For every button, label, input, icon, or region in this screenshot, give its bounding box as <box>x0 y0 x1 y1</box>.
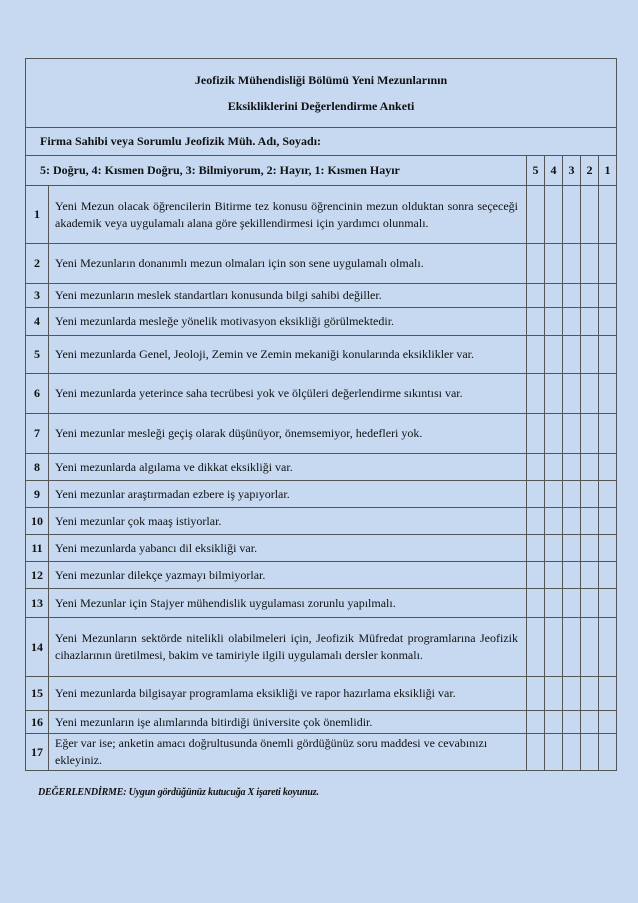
question-row <box>26 562 617 589</box>
question-row <box>26 481 617 508</box>
question-row <box>26 454 617 481</box>
question-row <box>26 244 617 284</box>
answer-box-2[interactable] <box>581 336 599 374</box>
question-number: 12 <box>26 562 49 589</box>
question-row <box>26 734 617 771</box>
score-header-1: 1 <box>599 156 617 186</box>
question-text: Yeni mezunların meslek standartları konusunda bilgi sahibi değiller. <box>49 284 527 308</box>
answer-box-4[interactable] <box>545 308 563 336</box>
question-row <box>26 336 617 374</box>
question-text: Yeni mezunlarda Genel, Jeoloji, Zemin ve Zemin mekaniği konularında eksiklikler var. <box>49 336 527 374</box>
answer-box-3[interactable] <box>563 562 581 589</box>
answer-box-2[interactable] <box>581 508 599 535</box>
answer-box-2[interactable] <box>581 308 599 336</box>
answer-box-4[interactable] <box>545 562 563 589</box>
question-number: 7 <box>26 414 49 454</box>
answer-box-3[interactable] <box>563 308 581 336</box>
question-text: Yeni Mezun olacak öğrencilerin Bitirme tez konusu öğrencinin mezun olduktan sonra seçeceği akademik veya uygulamalı alana göre şekillendirmesi için yardımcı olunmalı. <box>49 186 527 244</box>
question-row <box>26 374 617 414</box>
question-number: 11 <box>26 535 49 562</box>
question-row <box>26 508 617 535</box>
legend-row <box>26 156 617 186</box>
evaluation-note: DEĞERLENDİRME: Uygun gördüğünüz kutucuğa X işareti koyunuz. <box>38 787 319 798</box>
answer-box-4[interactable] <box>545 454 563 481</box>
answer-box-1[interactable] <box>599 454 617 481</box>
answer-box-1[interactable] <box>599 734 617 771</box>
question-number: 3 <box>26 284 49 308</box>
answer-box-5[interactable] <box>527 374 545 414</box>
question-text: Yeni mezunlarda algılama ve dikkat eksikliği var. <box>49 454 527 481</box>
answer-box-5[interactable] <box>527 481 545 508</box>
answer-box-4[interactable] <box>545 244 563 284</box>
answer-box-5[interactable] <box>527 336 545 374</box>
question-number: 6 <box>26 374 49 414</box>
answer-box-4[interactable] <box>545 414 563 454</box>
answer-box-2[interactable] <box>581 589 599 618</box>
title-row <box>26 59 617 128</box>
answer-box-3[interactable] <box>563 677 581 711</box>
score-header-2: 2 <box>581 156 599 186</box>
answer-box-2[interactable] <box>581 562 599 589</box>
score-header-4: 4 <box>545 156 563 186</box>
answer-box-2[interactable] <box>581 481 599 508</box>
answer-box-3[interactable] <box>563 186 581 244</box>
answer-box-2[interactable] <box>581 734 599 771</box>
answer-box-4[interactable] <box>545 481 563 508</box>
answer-box-1[interactable] <box>599 284 617 308</box>
answer-box-4[interactable] <box>545 711 563 734</box>
score-header-3: 3 <box>563 156 581 186</box>
answer-box-1[interactable] <box>599 677 617 711</box>
answer-box-1[interactable] <box>599 308 617 336</box>
question-row <box>26 186 617 244</box>
question-number: 14 <box>26 618 49 677</box>
answer-box-3[interactable] <box>563 336 581 374</box>
question-row <box>26 677 617 711</box>
answer-box-3[interactable] <box>563 454 581 481</box>
answer-box-4[interactable] <box>545 508 563 535</box>
answer-box-2[interactable] <box>581 618 599 677</box>
answer-box-2[interactable] <box>581 186 599 244</box>
answer-box-5[interactable] <box>527 589 545 618</box>
question-text: Eğer var ise; anketin amacı doğrultusunda önemli gördüğünüz soru maddesi ve cevabınızı ekleyiniz. <box>49 734 527 771</box>
question-number: 10 <box>26 508 49 535</box>
question-number: 5 <box>26 336 49 374</box>
answer-box-5[interactable] <box>527 562 545 589</box>
question-text: Yeni Mezunların sektörde nitelikli olabilmeleri için, Jeofizik Müfredat programlarına Jeofizik cihazlarının üretilmesi, bakim ve tamiriyle ilgili uygulamalı dersler konmalı. <box>49 618 527 677</box>
answer-box-2[interactable] <box>581 535 599 562</box>
answer-box-1[interactable] <box>599 711 617 734</box>
answer-box-1[interactable] <box>599 535 617 562</box>
answer-box-1[interactable] <box>599 618 617 677</box>
answer-box-3[interactable] <box>563 618 581 677</box>
answer-box-2[interactable] <box>581 284 599 308</box>
answer-box-2[interactable] <box>581 677 599 711</box>
answer-box-3[interactable] <box>563 535 581 562</box>
question-text: Yeni mezunlar araştırmadan ezbere iş yapıyorlar. <box>49 481 527 508</box>
question-text: Yeni mezunlarda yabancı dil eksikliği var. <box>49 535 527 562</box>
answer-box-3[interactable] <box>563 414 581 454</box>
answer-box-5[interactable] <box>527 535 545 562</box>
answer-box-5[interactable] <box>527 244 545 284</box>
question-row <box>26 414 617 454</box>
answer-box-5[interactable] <box>527 618 545 677</box>
question-number: 8 <box>26 454 49 481</box>
answer-box-3[interactable] <box>563 589 581 618</box>
answer-box-4[interactable] <box>545 535 563 562</box>
answer-box-5[interactable] <box>527 186 545 244</box>
answer-box-3[interactable] <box>563 374 581 414</box>
question-row <box>26 284 617 308</box>
question-number: 15 <box>26 677 49 711</box>
answer-box-2[interactable] <box>581 244 599 284</box>
question-text: Yeni mezunlarda yeterince saha tecrübesi yok ve ölçüleri değerlendirme sıkıntısı var. <box>49 374 527 414</box>
question-number: 1 <box>26 186 49 244</box>
answer-box-1[interactable] <box>599 374 617 414</box>
question-text: Yeni mezunların işe alımlarında bitirdiği üniversite çok önemlidir. <box>49 711 527 734</box>
question-text: Yeni mezunlar çok maaş istiyorlar. <box>49 508 527 535</box>
question-row <box>26 308 617 336</box>
page-title <box>26 59 617 128</box>
question-number: 16 <box>26 711 49 734</box>
answer-box-5[interactable] <box>527 308 545 336</box>
answer-box-2[interactable] <box>581 454 599 481</box>
answer-box-1[interactable] <box>599 414 617 454</box>
answer-box-4[interactable] <box>545 284 563 308</box>
answer-box-4[interactable] <box>545 374 563 414</box>
question-row <box>26 535 617 562</box>
title-line-1: Jeofizik Mühendisliği Bölümü Yeni Mezunlarının <box>194 73 448 87</box>
answer-box-2[interactable] <box>581 414 599 454</box>
answer-box-4[interactable] <box>545 677 563 711</box>
answer-box-3[interactable] <box>563 284 581 308</box>
answer-box-5[interactable] <box>527 508 545 535</box>
question-text: Yeni Mezunların donanımlı mezun olmaları için son sene uygulamalı olmalı. <box>49 244 527 284</box>
firma-label[interactable]: Firma Sahibi veya Sorumlu Jeofizik Müh. Adı, Soyadı: <box>26 128 617 156</box>
answer-box-1[interactable] <box>599 508 617 535</box>
question-number: 2 <box>26 244 49 284</box>
answer-box-5[interactable] <box>527 414 545 454</box>
answer-box-5[interactable] <box>527 734 545 771</box>
answer-box-5[interactable] <box>527 454 545 481</box>
survey-sheet <box>25 58 616 771</box>
question-number: 4 <box>26 308 49 336</box>
answer-box-1[interactable] <box>599 244 617 284</box>
answer-box-3[interactable] <box>563 734 581 771</box>
question-row <box>26 589 617 618</box>
answer-box-2[interactable] <box>581 711 599 734</box>
question-text: Yeni Mezunlar için Stajyer mühendislik uygulaması zorunlu yapılmalı. <box>49 589 527 618</box>
question-row <box>26 618 617 677</box>
answer-box-1[interactable] <box>599 186 617 244</box>
title-line-2: Eksikliklerini Değerlendirme Anketi <box>227 99 415 113</box>
firma-row <box>26 128 617 156</box>
scale-legend: 5: Doğru, 4: Kısmen Doğru, 3: Bilmiyorum, 2: Hayır, 1: Kısmen Hayır <box>26 156 527 186</box>
question-text: Yeni mezunlarda bilgisayar programlama eksikliği ve rapor hazırlama eksikliği var. <box>49 677 527 711</box>
answer-box-4[interactable] <box>545 734 563 771</box>
answer-box-4[interactable] <box>545 618 563 677</box>
question-row <box>26 711 617 734</box>
question-number: 17 <box>26 734 49 771</box>
answer-box-1[interactable] <box>599 589 617 618</box>
question-text: Yeni mezunlarda mesleğe yönelik motivasyon eksikliği görülmektedir. <box>49 308 527 336</box>
answer-box-5[interactable] <box>527 284 545 308</box>
answer-box-1[interactable] <box>599 481 617 508</box>
answer-box-5[interactable] <box>527 677 545 711</box>
answer-box-2[interactable] <box>581 374 599 414</box>
answer-box-4[interactable] <box>545 186 563 244</box>
answer-box-3[interactable] <box>563 508 581 535</box>
answer-box-3[interactable] <box>563 711 581 734</box>
survey-table <box>25 58 617 771</box>
answer-box-3[interactable] <box>563 244 581 284</box>
question-text: Yeni mezunlar dilekçe yazmayı bilmiyorlar. <box>49 562 527 589</box>
answer-box-1[interactable] <box>599 562 617 589</box>
score-header-5: 5 <box>527 156 545 186</box>
answer-box-3[interactable] <box>563 481 581 508</box>
answer-box-1[interactable] <box>599 336 617 374</box>
question-number: 9 <box>26 481 49 508</box>
answer-box-4[interactable] <box>545 589 563 618</box>
question-number: 13 <box>26 589 49 618</box>
answer-box-5[interactable] <box>527 711 545 734</box>
answer-box-4[interactable] <box>545 336 563 374</box>
question-text: Yeni mezunlar mesleği geçiş olarak düşünüyor, önemsemiyor, hedefleri yok. <box>49 414 527 454</box>
